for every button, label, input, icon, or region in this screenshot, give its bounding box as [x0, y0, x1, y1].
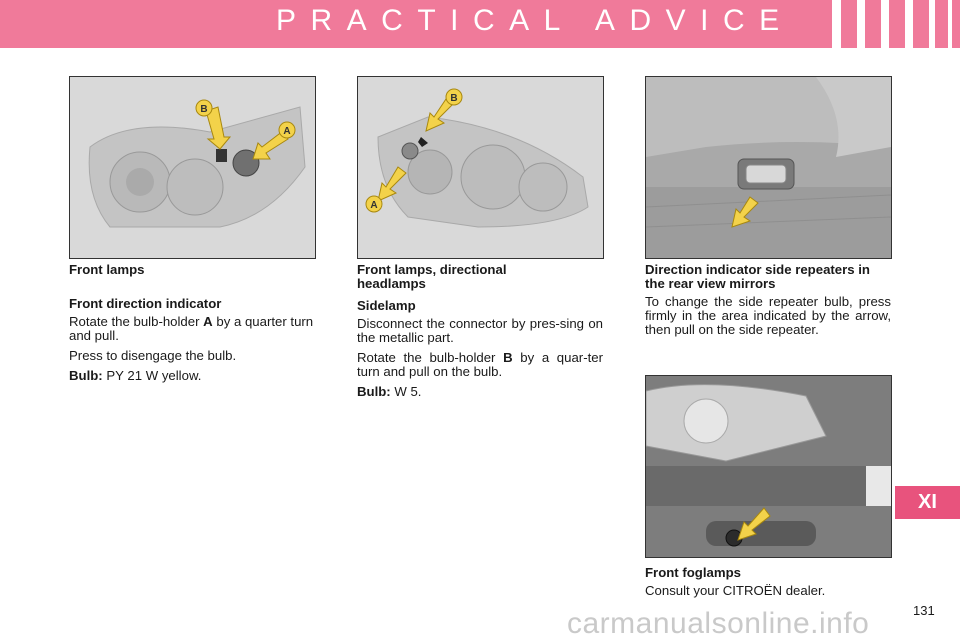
side-repeater-column	[645, 263, 891, 343]
callout-label: B	[450, 93, 458, 104]
instruction-text: To change the side repeater bulb, press firmly in the area indicated by the arrow, then pull on the side repeater.	[645, 294, 891, 337]
directional-headlamps-photo	[357, 76, 604, 259]
header-stripe	[881, 0, 889, 48]
page-number: 131	[913, 603, 935, 618]
instruction-text: Rotate the bulb-holder B by a quar-ter turn and pull on the bulb.	[357, 350, 603, 379]
callout-label: A	[283, 126, 291, 137]
section-heading: Front lamps, directional headlamps	[357, 262, 507, 291]
subsection-heading: Front direction indicator	[69, 296, 222, 311]
header-stripe	[948, 0, 952, 48]
chapter-tab[interactable]: XI	[895, 486, 960, 519]
header-stripe	[905, 0, 913, 48]
header-stripe	[929, 0, 935, 48]
directional-headlamps-column	[357, 263, 603, 405]
instruction-text: Press to disengage the bulb.	[69, 348, 237, 363]
section-heading: Direction indicator side repeaters in the rear view mirrors	[645, 262, 870, 291]
watermark: carmanualsonline.info	[567, 607, 870, 640]
bulb-spec: Bulb: W 5.	[357, 384, 422, 399]
subsection-heading: Sidelamp	[357, 298, 416, 313]
front-lamps-photo	[69, 76, 316, 259]
foglamps-column	[645, 566, 891, 604]
page-header	[0, 0, 960, 48]
header-stripe	[832, 0, 841, 48]
bulb-spec: Bulb: PY 21 W yellow.	[69, 368, 202, 383]
front-foglamps-photo	[645, 375, 892, 558]
section-heading: Front lamps	[69, 262, 145, 277]
instruction-text: Consult your CITROËN dealer.	[645, 583, 826, 598]
front-lamps-column	[69, 263, 317, 389]
section-heading: Front foglamps	[645, 565, 741, 580]
section-title: PRACTICAL ADVICE	[276, 4, 794, 37]
callout-label: B	[200, 104, 208, 115]
instruction-text: Disconnect the connector by pres-sing on the metallic part.	[357, 316, 603, 345]
callout-label: A	[370, 200, 378, 211]
side-repeater-photo	[645, 76, 892, 259]
instruction-text: Rotate the bulb-holder A by a quarter turn and pull.	[69, 314, 314, 343]
header-stripe	[857, 0, 865, 48]
